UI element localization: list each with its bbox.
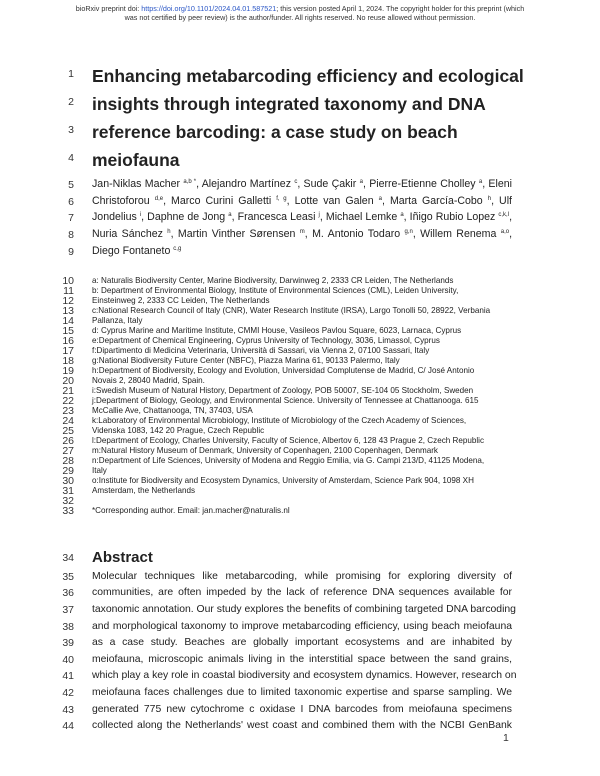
line-number: 22 xyxy=(62,395,74,407)
preprint-header xyxy=(40,4,560,22)
author-text: , Sude Çakir xyxy=(297,178,360,190)
page-number: 1 xyxy=(503,732,509,744)
line-number: 39 xyxy=(62,637,74,649)
line-number: 18 xyxy=(62,355,74,367)
affiliation-line: Pallanza, Italy xyxy=(92,316,143,325)
affiliation-line: g:National Biodiversity Future Center (NBFC), Piazza Marina 61, 90133 Palermo, Italy xyxy=(92,356,400,365)
line-number: 15 xyxy=(62,325,74,337)
affiliation-line: Novais 2, 28040 Madrid, Spain. xyxy=(92,376,205,385)
abstract-line: meiofauna, microscopic animals living in the interstitial space between the sand grains, xyxy=(92,654,512,665)
line-number: 14 xyxy=(62,315,74,327)
affiliation-line: Einsteinweg 2, 2333 CC Leiden, The Netherlands xyxy=(92,296,270,305)
affiliation-marker: f, g xyxy=(276,196,287,202)
line-number: 28 xyxy=(62,455,74,467)
affiliation-line: n:Department of Life Sciences, University of Modena and Reggio Emilia, via G. Campi 213/D, 41125 Modena, xyxy=(92,456,485,465)
abstract-line: Molecular techniques like metabarcoding, while promising for exploring diversity of xyxy=(92,571,512,582)
author-line xyxy=(92,178,512,190)
affiliation-marker: d,e xyxy=(154,196,164,202)
author-text: , Francesca Leasi xyxy=(231,211,319,223)
author-text: Diego Fontaneto xyxy=(92,245,174,257)
author-text: , Martin Vinther Sørensen xyxy=(170,228,300,240)
abstract-line: taxonomic annotation. Our study explores the benefits of combining targeted DNA barcoding xyxy=(92,604,516,615)
affiliation-marker: j xyxy=(318,212,320,218)
affiliation-line: b: Department of Environmental Biology, Institute of Environmental Sciences (CML), Leiden University, xyxy=(92,286,459,295)
affiliation-marker: c,k,l xyxy=(498,212,510,218)
affiliation-line: m:Natural History Museum of Denmark, University of Copenhagen, 2100 Copenhagen, Denmark xyxy=(92,446,438,455)
line-number: 35 xyxy=(62,571,74,583)
title-line: Enhancing metabarcoding efficiency and ecological xyxy=(92,66,524,86)
affiliation-line: l:Department of Ecology, Charles University, Faculty of Science, Albertov 6, 128 43 Prague 2, Czech Republic xyxy=(92,436,484,445)
line-number: 36 xyxy=(62,587,74,599)
line-number: 37 xyxy=(62,604,74,616)
line-number: 23 xyxy=(62,405,74,417)
line-number: 42 xyxy=(62,687,74,699)
abstract-line: communities, are often impeded by the lack of reference DNA sequences available for xyxy=(92,587,512,598)
line-number: 19 xyxy=(62,365,74,377)
abstract-line: meiofauna faces challenges due to limited taxonomic expertise and sparse sampling. We xyxy=(92,687,512,698)
author-text: , Lotte van Galen xyxy=(286,195,379,207)
title-line: insights through integrated taxonomy and DNA xyxy=(92,94,486,114)
affiliation-line: Italy xyxy=(92,466,107,475)
header-line-1: bioRxiv preprint doi: https://doi.org/10.1101/2024.04.01.587521; this version posted April 1, 2024. The copyright holder for this preprint (which xyxy=(75,4,525,13)
line-number: 43 xyxy=(62,704,74,716)
affiliation-marker: a xyxy=(228,212,232,218)
abstract-line: collected along the Netherlands' west coast and combined them with the NCBI GenBank xyxy=(92,720,512,731)
author-line xyxy=(92,245,512,257)
affiliation-marker: i xyxy=(139,212,142,218)
author-line xyxy=(92,195,512,207)
author-text: , Marco Curini Galletti xyxy=(163,195,277,207)
author-text: , Michael Lemke xyxy=(319,211,401,223)
line-number: 9 xyxy=(68,246,74,258)
line-number: 25 xyxy=(62,425,74,437)
line-number: 2 xyxy=(68,96,74,108)
line-number: 7 xyxy=(68,212,74,224)
title-line: meiofauna xyxy=(92,150,180,170)
affiliation-line: a: Naturalis Biodiversity Center, Marine Biodiversity, Darwinweg 2, 2333 CR Leiden, The Netherlands xyxy=(92,276,454,285)
abstract-line: which play a key role in coastal biodiversity and ecosystem dynamics. However, research on xyxy=(92,670,517,681)
author-text: , Eleni xyxy=(482,178,512,190)
line-number: 32 xyxy=(62,495,74,507)
affiliation-marker: h xyxy=(487,196,492,202)
affiliation-marker: a,b * xyxy=(183,179,197,185)
line-number: 6 xyxy=(68,196,74,208)
abstract-heading: Abstract xyxy=(92,549,153,566)
line-number: 3 xyxy=(68,124,74,136)
affiliation-line: e:Department of Chemical Engineering, Cyprus University of Technology, 3036, Limassol, Cyprus xyxy=(92,336,440,345)
line-number: 10 xyxy=(62,275,74,287)
abstract-line: and morphological taxonomy to improve metabarcoding efficiency, using beach meiofauna xyxy=(92,621,512,632)
doi-link[interactable]: https://doi.org/10.1101/2024.04.01.587521 xyxy=(141,4,277,13)
line-number: 16 xyxy=(62,335,74,347)
line-number: 8 xyxy=(68,229,74,241)
line-number: 33 xyxy=(62,505,74,517)
author-text: , Marta García-Cobo xyxy=(381,195,488,207)
affiliation-line: McCallie Ave, Chattanooga, TN, 37403, USA xyxy=(92,406,253,415)
affiliation-line: o:Institute for Biodiversity and Ecosystem Dynamics, University of Amsterdam, Science Park 904, 1098 XH xyxy=(92,476,474,485)
affiliation-marker: a,o xyxy=(500,229,510,235)
affiliation-line: Amsterdam, the Netherlands xyxy=(92,486,196,495)
line-number: 12 xyxy=(62,295,74,307)
line-number: 27 xyxy=(62,445,74,457)
author-text: , Ulf xyxy=(491,195,512,207)
affiliation-marker: a xyxy=(478,179,483,185)
affiliation-marker: c xyxy=(294,179,298,185)
author-text: , M. Antonio Todaro xyxy=(304,228,405,240)
affiliation-marker: h xyxy=(167,229,171,235)
author-text: Christoforou xyxy=(92,195,155,207)
line-number: 40 xyxy=(62,654,74,666)
author-text: , xyxy=(509,228,513,240)
author-text: , Alejandro Martínez xyxy=(196,178,295,190)
affiliation-marker: c,g xyxy=(173,246,182,252)
affiliation-marker: a xyxy=(378,196,382,202)
line-number: 44 xyxy=(62,720,74,732)
affiliation-line: d: Cyprus Marine and Maritime Institute, CMMI House, Vasileos Pavlou Square, 6023, Larnaca, Cyprus xyxy=(92,326,462,335)
line-number: 21 xyxy=(62,385,74,397)
affiliation-line: i:Swedish Museum of Natural History, Department of Zoology, POB 50007, SE-104 05 Stockholm, Sweden xyxy=(92,386,474,395)
affiliation-line: *Corresponding author. Email: jan.macher@naturalis.nl xyxy=(92,506,290,515)
line-number: 20 xyxy=(62,375,74,387)
line-number: 34 xyxy=(62,552,74,564)
author-text: Jan-Niklas Macher xyxy=(92,178,184,190)
line-number: 24 xyxy=(62,415,74,427)
line-number: 29 xyxy=(62,465,74,477)
author-text: , Pierre-Etienne Cholley xyxy=(362,178,479,190)
affiliation-line: j:Department of Biology, Geology, and Environmental Science. University of Tennessee at Chattanooga. 615 xyxy=(92,396,479,405)
line-number: 1 xyxy=(68,68,74,80)
line-number: 13 xyxy=(62,305,74,317)
affiliation-line: c:National Research Council of Italy (CNR), Water Research Institute (IRSA), Largo Tonolli 50, 28922, Verbania xyxy=(92,306,491,315)
line-number: 11 xyxy=(63,285,74,297)
line-number: 26 xyxy=(62,435,74,447)
line-number: 4 xyxy=(68,152,74,164)
author-text: Jondelius xyxy=(92,211,140,223)
author-text: , Willem Renema xyxy=(412,228,501,240)
affiliation-line: k:Laboratory of Environmental Microbiology, Institute of Microbiology of the Czech Academy of Sciences, xyxy=(92,416,467,425)
header-line-2: was not certified by peer review) is the author/funder. All rights reserved. No reuse allowed without permission. xyxy=(124,13,476,22)
title-line: reference barcoding: a case study on beach xyxy=(92,122,458,142)
author-line xyxy=(92,228,512,240)
author-line xyxy=(92,211,512,223)
line-number: 5 xyxy=(68,179,74,191)
line-number: 30 xyxy=(62,475,74,487)
affiliation-line: f:Dipartimento di Medicina Veterinaria, Università di Sassari, via Vienna 2, 07100 Sassari, Italy xyxy=(92,346,430,355)
author-text: , Iñigo Rubio Lopez xyxy=(403,211,499,223)
author-text: Nuria Sánchez xyxy=(92,228,168,240)
abstract-line: generated 775 new cytochrome c oxidase I DNA barcodes from meiofauna specimens xyxy=(92,704,512,715)
affiliation-marker: m xyxy=(299,229,305,235)
abstract-line: as a case study. Beaches are globally important ecosystems and are inhabited by xyxy=(92,637,512,648)
line-number: 41 xyxy=(62,670,74,682)
affiliation-marker: g,n xyxy=(404,229,413,235)
affiliation-marker: a xyxy=(359,179,363,185)
line-number: 17 xyxy=(62,345,74,357)
affiliation-line: h:Department of Biodiversity, Ecology and Evolution, Universidad Complutense de Madrid, C/ José Antonio xyxy=(92,366,475,375)
author-text: , Daphne de Jong xyxy=(141,211,229,223)
line-number: 38 xyxy=(62,621,74,633)
line-number: 31 xyxy=(62,485,74,497)
affiliation-marker: a xyxy=(400,212,404,218)
affiliation-line: Videnska 1083, 142 20 Prague, Czech Republic xyxy=(92,426,265,435)
author-text: , xyxy=(509,211,513,223)
